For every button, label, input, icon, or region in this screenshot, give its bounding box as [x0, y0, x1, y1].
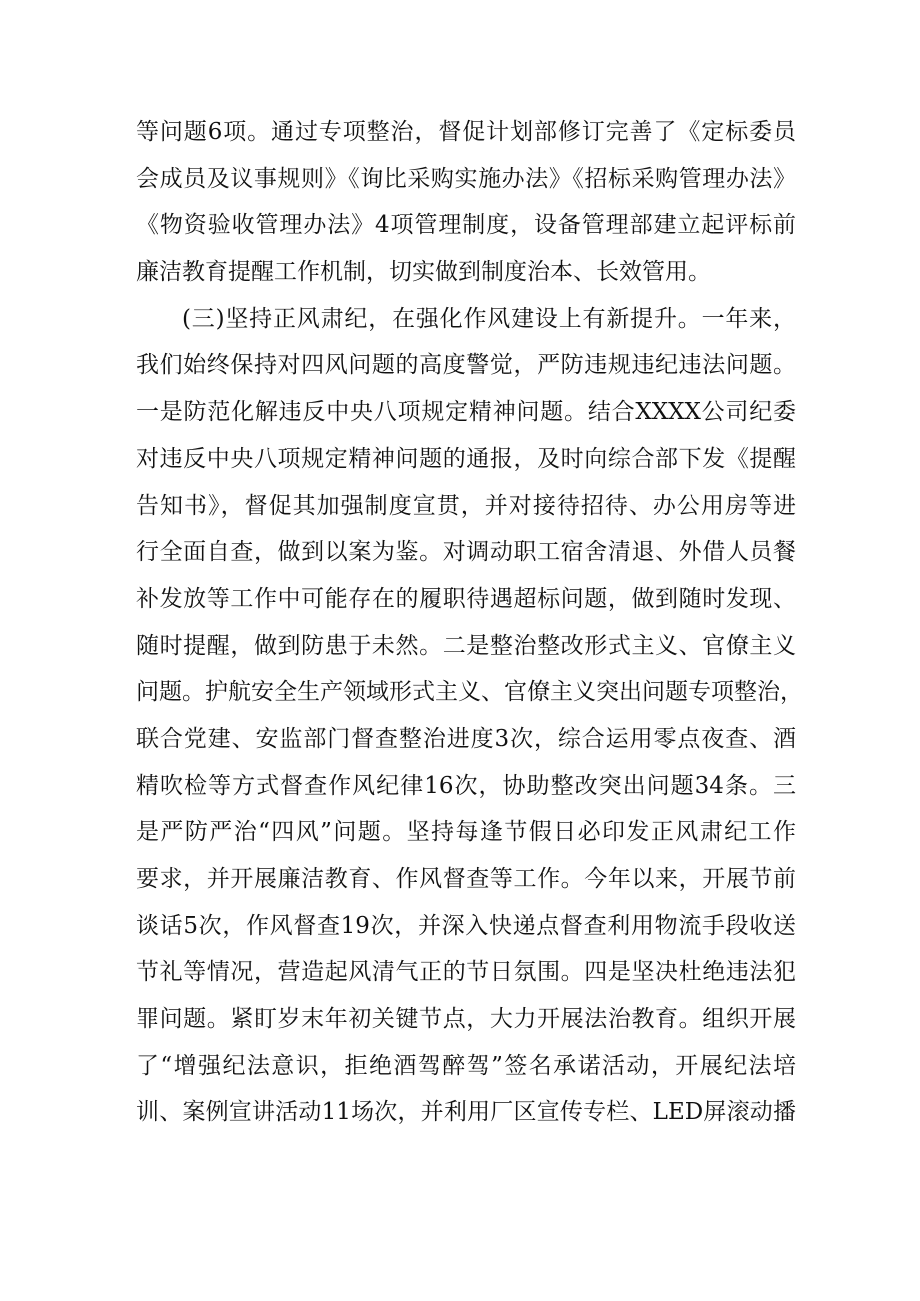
text-line: 训、案例宣讲活动11场次，并利用厂区宣传专栏、LED屏滚动播	[136, 1099, 796, 1126]
text-line: 要求，并开展廉洁教育、作风督查等工作。今年以来，开展节前	[136, 866, 796, 892]
text-line: 谈话5次，作风督查19次，并深入快递点督查利用物流手段收送	[136, 912, 796, 939]
text-line: 随时提醒，做到防患于未然。二是整治整改形式主义、官僚主义	[136, 632, 796, 659]
text-line: 精吹检等方式督查作风纪律16次，协助整改突出问题34条。三	[136, 772, 796, 799]
text-line: 节礼等情况，营造起风清气正的节日氛围。四是坚决杜绝违法犯	[136, 959, 796, 986]
text-line: 我们始终保持对四风问题的高度警觉，严防违规违纪违法问题。	[136, 352, 796, 379]
text-line: 行全面自查，做到以案为鉴。对调动职工宿舍清退、外借人员餐	[136, 539, 796, 566]
text-line: 一是防范化解违反中央八项规定精神问题。结合XXXX公司纪委	[136, 399, 796, 426]
text-line: 廉洁教育提醒工作机制，切实做到制度治本、长效管用。	[136, 259, 711, 286]
text-line: 告知书》，督促其加强制度宣贯，并对接待招待、办公用房等进	[136, 492, 796, 519]
text-line: 对违反中央八项规定精神问题的通报，及时向综合部下发《提醒	[136, 445, 796, 472]
text-line: 《物资验收管理办法》4项管理制度，设备管理部建立起评标前	[136, 212, 796, 239]
text-line: 问题。护航安全生产领域形式主义、官僚主义突出问题专项整治，	[136, 679, 803, 706]
text-line: 等问题6项。通过专项整治，督促计划部修订完善了《定标委员	[136, 119, 796, 145]
text-line: 了“增强纪法意识，拒绝酒驾醉驾”签名承诺活动，开展纪法培	[136, 1052, 796, 1079]
text-line: 联合党建、安监部门督查整治进度3次，综合运用零点夜查、酒	[136, 725, 796, 752]
text-line: 补发放等工作中可能存在的履职待遇超标问题，做到随时发现、	[136, 585, 796, 612]
section-heading-line: (三)坚持正风肃纪，在强化作风建设上有新提升。一年来，	[182, 305, 796, 332]
text-line: 是严防严治“四风”问题。坚持每逢节假日必印发正风肃纪工作	[136, 819, 796, 846]
text-line: 会成员及议事规则》《询比采购实施办法》《招标采购管理办法》	[136, 165, 796, 192]
body-text	[136, 109, 803, 1136]
text-line: 罪问题。紧盯岁末年初关键节点，大力开展法治教育。组织开展	[136, 1006, 796, 1033]
